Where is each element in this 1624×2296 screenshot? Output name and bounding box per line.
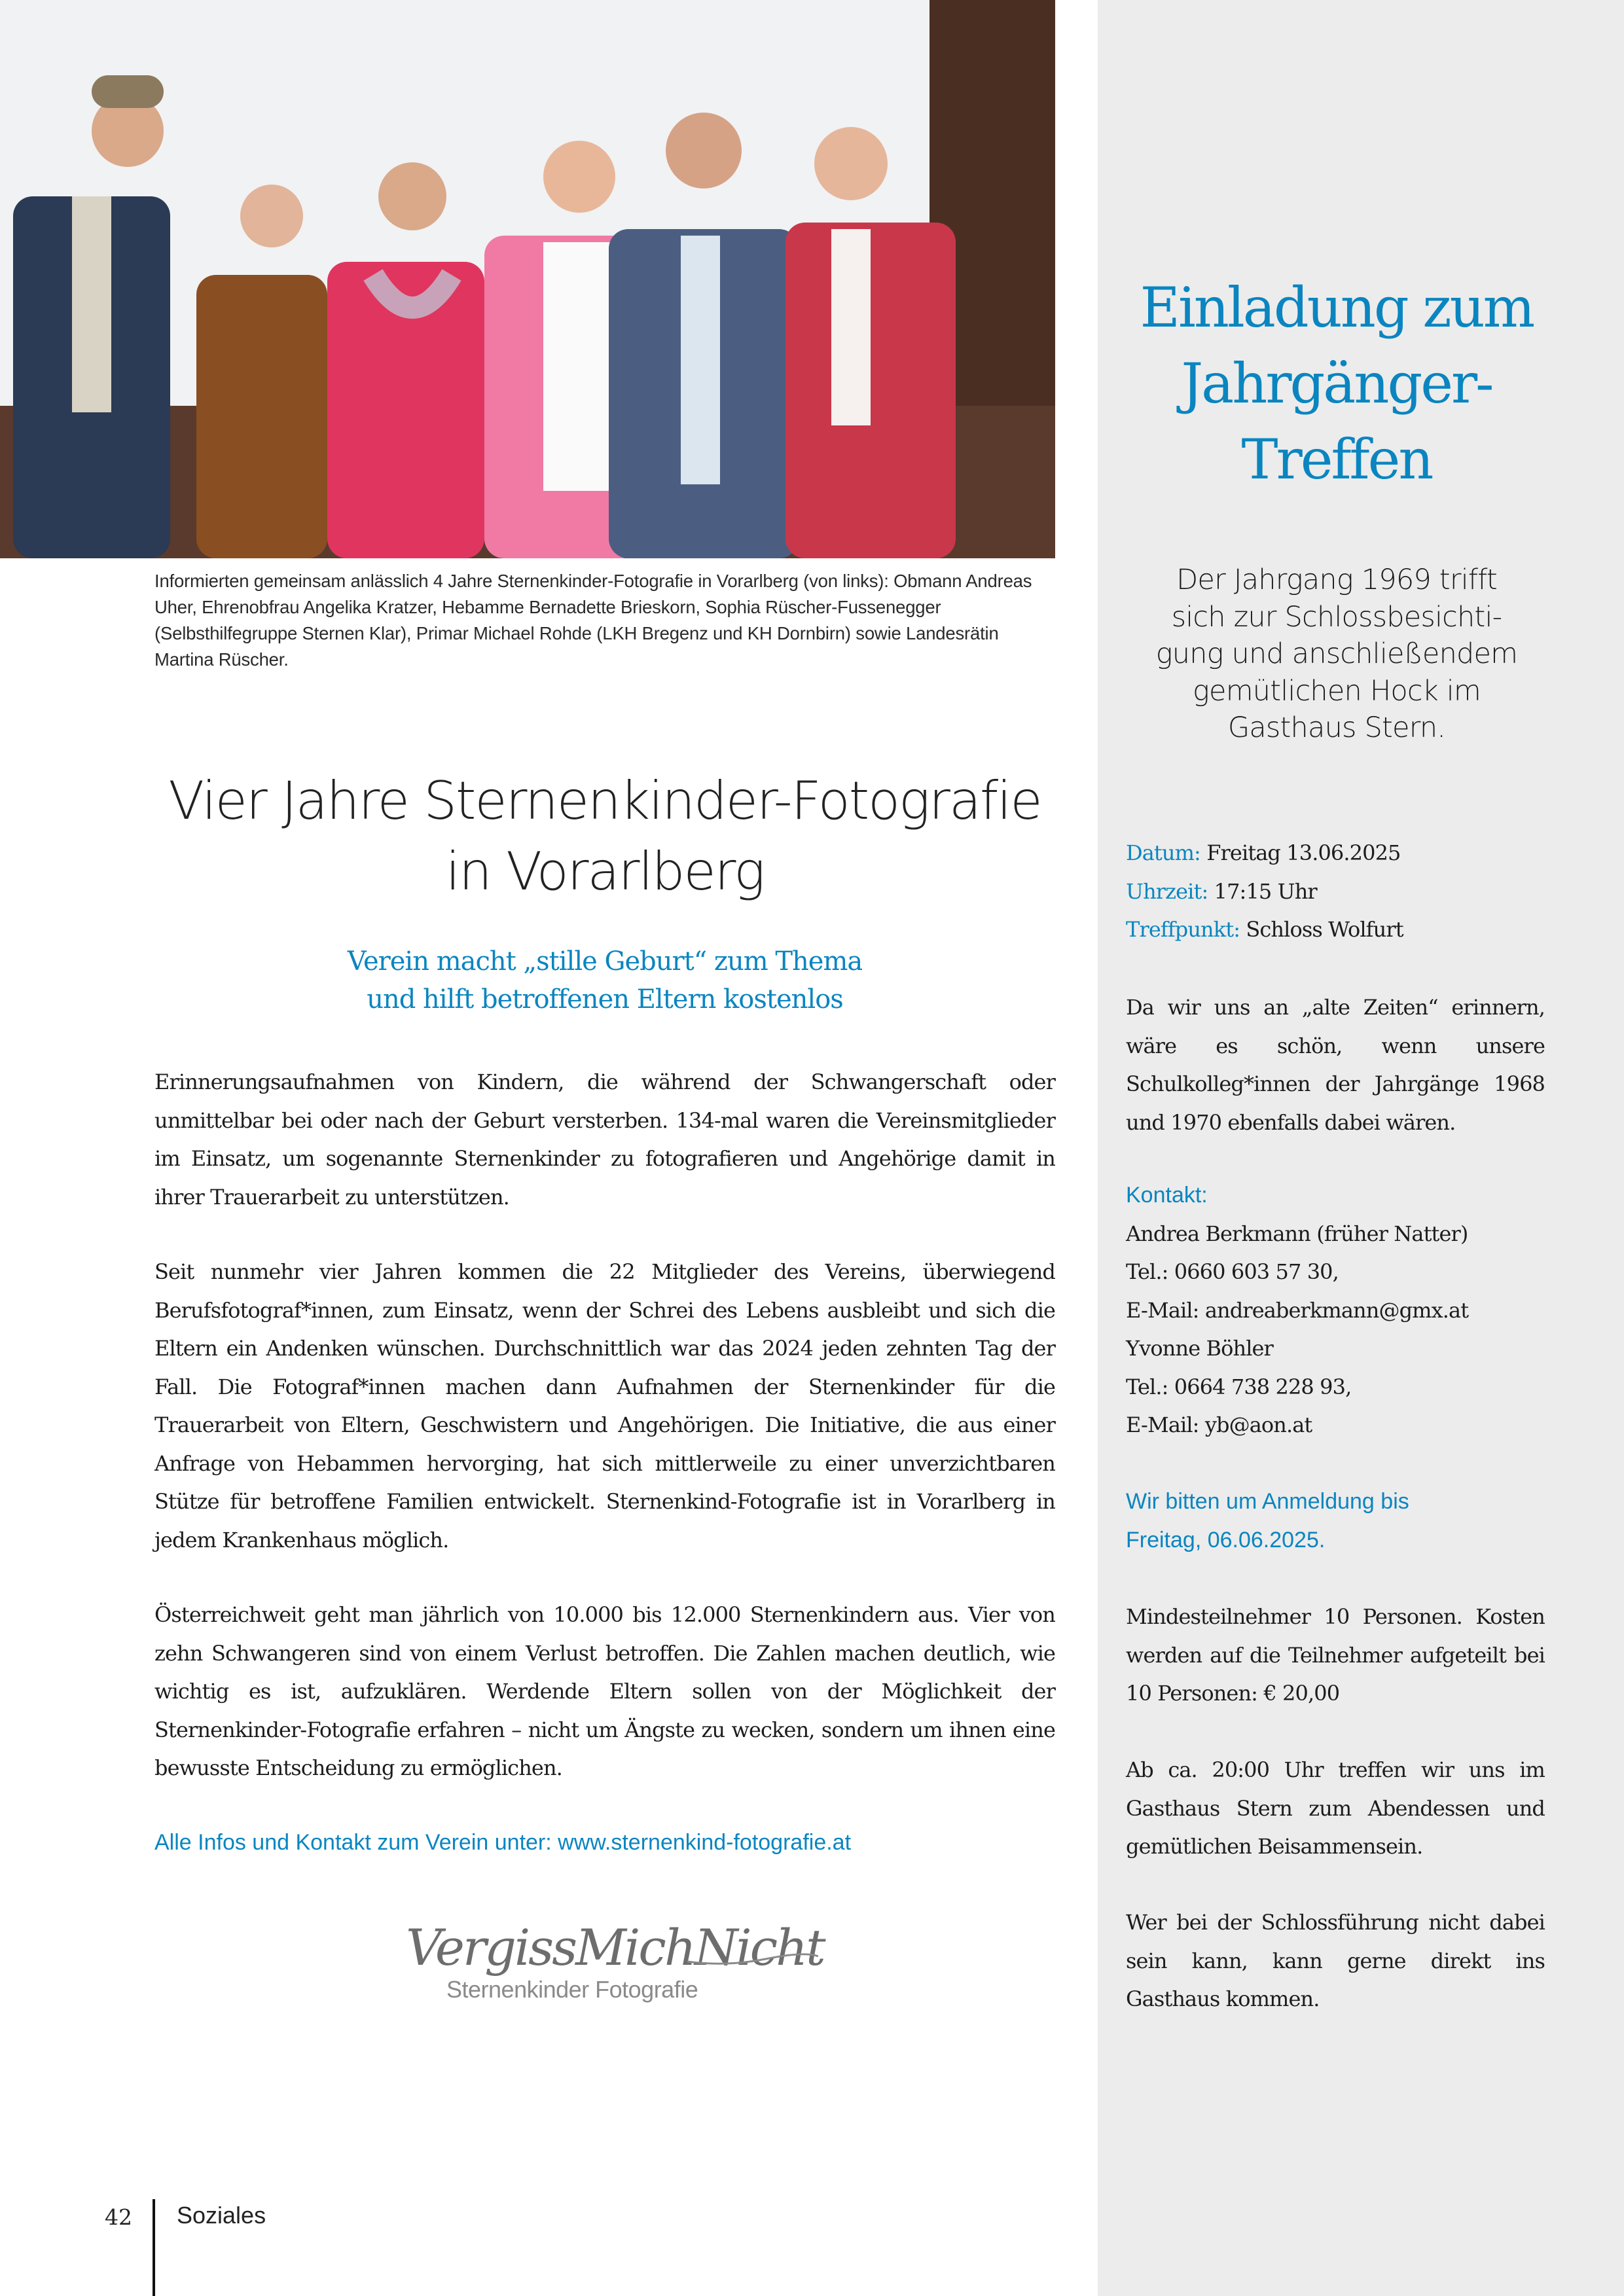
subhead-line-2: und hilft betroffenen Eltern kostenlos xyxy=(367,984,843,1014)
intro-line-2: sich zur Schlossbesichti- xyxy=(1171,600,1502,634)
headline-line-2: in Vorarlberg xyxy=(445,841,765,902)
intro-line-4: gemütlichen Hock im xyxy=(1193,674,1481,708)
contact-phone-2[interactable]: Tel.: 0664 738 228 93, xyxy=(1126,1374,1352,1399)
deadline-line-1: Wir bitten um Anmeldung bis xyxy=(1126,1489,1409,1514)
article-headline xyxy=(154,766,1055,907)
title-line-3: Treffen xyxy=(1241,427,1432,492)
subhead-line-1: Verein macht „stille Geburt“ zum Thema xyxy=(347,946,863,977)
contact-email-2[interactable]: E-Mail: yb@aon.at xyxy=(1126,1412,1312,1437)
minimum-participants: Mindesteilnehmer 10 Personen. Kosten werden auf die Teilnehmer aufgeteilt bei 10 Personen: € 20,00 xyxy=(1126,1604,1545,1706)
evening-info: Ab ca. 20:00 Uhr treffen wir uns im Gasthaus Stern zum Abendessen und gemütlichen Beisammensein. xyxy=(1126,1757,1545,1859)
fact-date-label: Datum: xyxy=(1126,840,1200,865)
invitation-title xyxy=(1098,270,1576,497)
footer-divider xyxy=(153,2199,155,2296)
group-photo xyxy=(0,0,1055,558)
castle-tour-note: Wer bei der Schlossführung nicht dabei sein kann, kann gerne direkt ins Gasthaus kommen. xyxy=(1126,1910,1545,2011)
intro-line-5: Gasthaus Stern. xyxy=(1227,711,1446,744)
contact-name-2: Yvonne Böhler xyxy=(1126,1336,1273,1361)
title-line-1: Einladung zum xyxy=(1140,276,1534,340)
title-line-2: Jahrgänger- xyxy=(1181,351,1492,416)
article-paragraph-2: Seit nunmehr vier Jahren kommen die 22 Mitglieder des Vereins, überwiegend Berufsfotograf*innen, zum Einsatz, wenn der Schrei des Lebens ausbleibt und sich die Eltern ein Andenken wünschen. Durchschnittlich war das 2024 jeden zehnten Tag der Fall. Die Fotograf*innen machen dann Aufnahmen der Sternenkinder für die Trauerarbeit von Eltern, Geschwistern und Angehörigen. Die Initiative, die aus einer Anfrage von Hebammen hervorging, hat sich mittlerweile zu einer unverzichtbaren Stütze für betroffene Familien entwickelt. Sternenkind-Fotografie ist in Vorarlberg in jedem Krankenhaus möglich. xyxy=(154,1259,1055,1552)
fact-date xyxy=(1126,834,1545,872)
registration-deadline xyxy=(1126,1482,1545,1559)
article-subhead xyxy=(154,942,1055,1018)
fact-meeting-point-label: Treffpunkt: xyxy=(1126,917,1240,942)
intro-line-1: Der Jahrgang 1969 trifft xyxy=(1176,564,1497,596)
contact-block xyxy=(1126,1176,1545,1444)
invitation-sidebar xyxy=(1098,0,1624,2296)
reminisce-paragraph: Da wir uns an „alte Zeiten“ erinnern, wäre es schön, wenn unsere Schulkolleg*innen der Jahrgänge 1968 und 1970 ebenfalls dabei wären. xyxy=(1126,995,1545,1135)
article-paragraph-3: Österreichweit geht man jährlich von 10.000 bis 12.000 Sternenkindern aus. Vier von zehn Schwangeren sind von einem Verlust betroffen. Die Zahlen machen deutlich, wie wichtig es ist, aufzuklären. Werdende Eltern sollen von der Möglichkeit der Sternenkinder-Fotografie erfahren – nicht um Ängste zu wecken, sondern um ihnen eine bewusste Entscheidung zu ermöglichen. xyxy=(154,1602,1055,1780)
contact-heading: Kontakt: xyxy=(1126,1183,1208,1208)
contact-name-1: Andrea Berkmann (früher Natter) xyxy=(1126,1221,1468,1246)
page-number: 42 xyxy=(105,2204,132,2230)
association-info-link[interactable]: Alle Infos und Kontakt zum Verein unter: www.sternenkind-fotografie.at xyxy=(154,1830,852,1855)
photo-caption: Informierten gemeinsam anlässlich 4 Jahre Sternenkinder-Fotografie in Vorarlberg (von links): Obmann Andreas Uher, Ehrenobfrau Angelika Kratzer, Hebamme Bernadette Brieskorn, Sophia Rüscher-Fussenegger (Selbsthilfegruppe Sternen Klar), Primar Michael Rohde (LKH Bregenz und KH Dornbirn) sowie Landesrätin Martina Rüscher. xyxy=(154,571,1032,670)
section-name: Soziales xyxy=(177,2202,266,2229)
fact-time-value: 17:15 Uhr xyxy=(1214,878,1317,904)
deadline-line-2: Freitag, 06.06.2025. xyxy=(1126,1527,1326,1552)
vergissmichnicht-logo xyxy=(399,1918,824,2013)
contact-phone-1[interactable]: Tel.: 0660 603 57 30, xyxy=(1126,1259,1339,1284)
fact-meeting-point xyxy=(1126,910,1545,949)
event-facts xyxy=(1126,834,1545,949)
logo-tagline: Sternenkinder Fotografie xyxy=(446,1976,698,2003)
fact-time xyxy=(1126,872,1545,911)
logo-swash-icon xyxy=(687,1948,818,1968)
logo-script-text: VergissMichNicht xyxy=(406,1918,824,1977)
headline-line-1: Vier Jahre Sternenkinder-Fotografie xyxy=(168,770,1041,831)
fact-date-value: Freitag 13.06.2025 xyxy=(1206,840,1401,865)
fact-time-label: Uhrzeit: xyxy=(1126,878,1208,904)
invitation-intro xyxy=(1098,562,1576,747)
contact-email-1[interactable]: E-Mail: andreaberkmann@gmx.at xyxy=(1126,1297,1469,1323)
article-paragraph-1: Erinnerungsaufnahmen von Kindern, die während der Schwangerschaft oder unmittelbar bei oder nach der Geburt versterben. 134-mal waren die Vereinsmitglieder im Einsatz, um sogenannte Sternenkinder zu fotografieren und Angehörige damit in ihrer Trauerarbeit zu unterstützen. xyxy=(154,1069,1055,1210)
group-photo-illustration xyxy=(0,0,1055,558)
fact-meeting-point-value: Schloss Wolfurt xyxy=(1246,917,1403,942)
intro-line-3: gung und anschließendem xyxy=(1155,637,1518,670)
